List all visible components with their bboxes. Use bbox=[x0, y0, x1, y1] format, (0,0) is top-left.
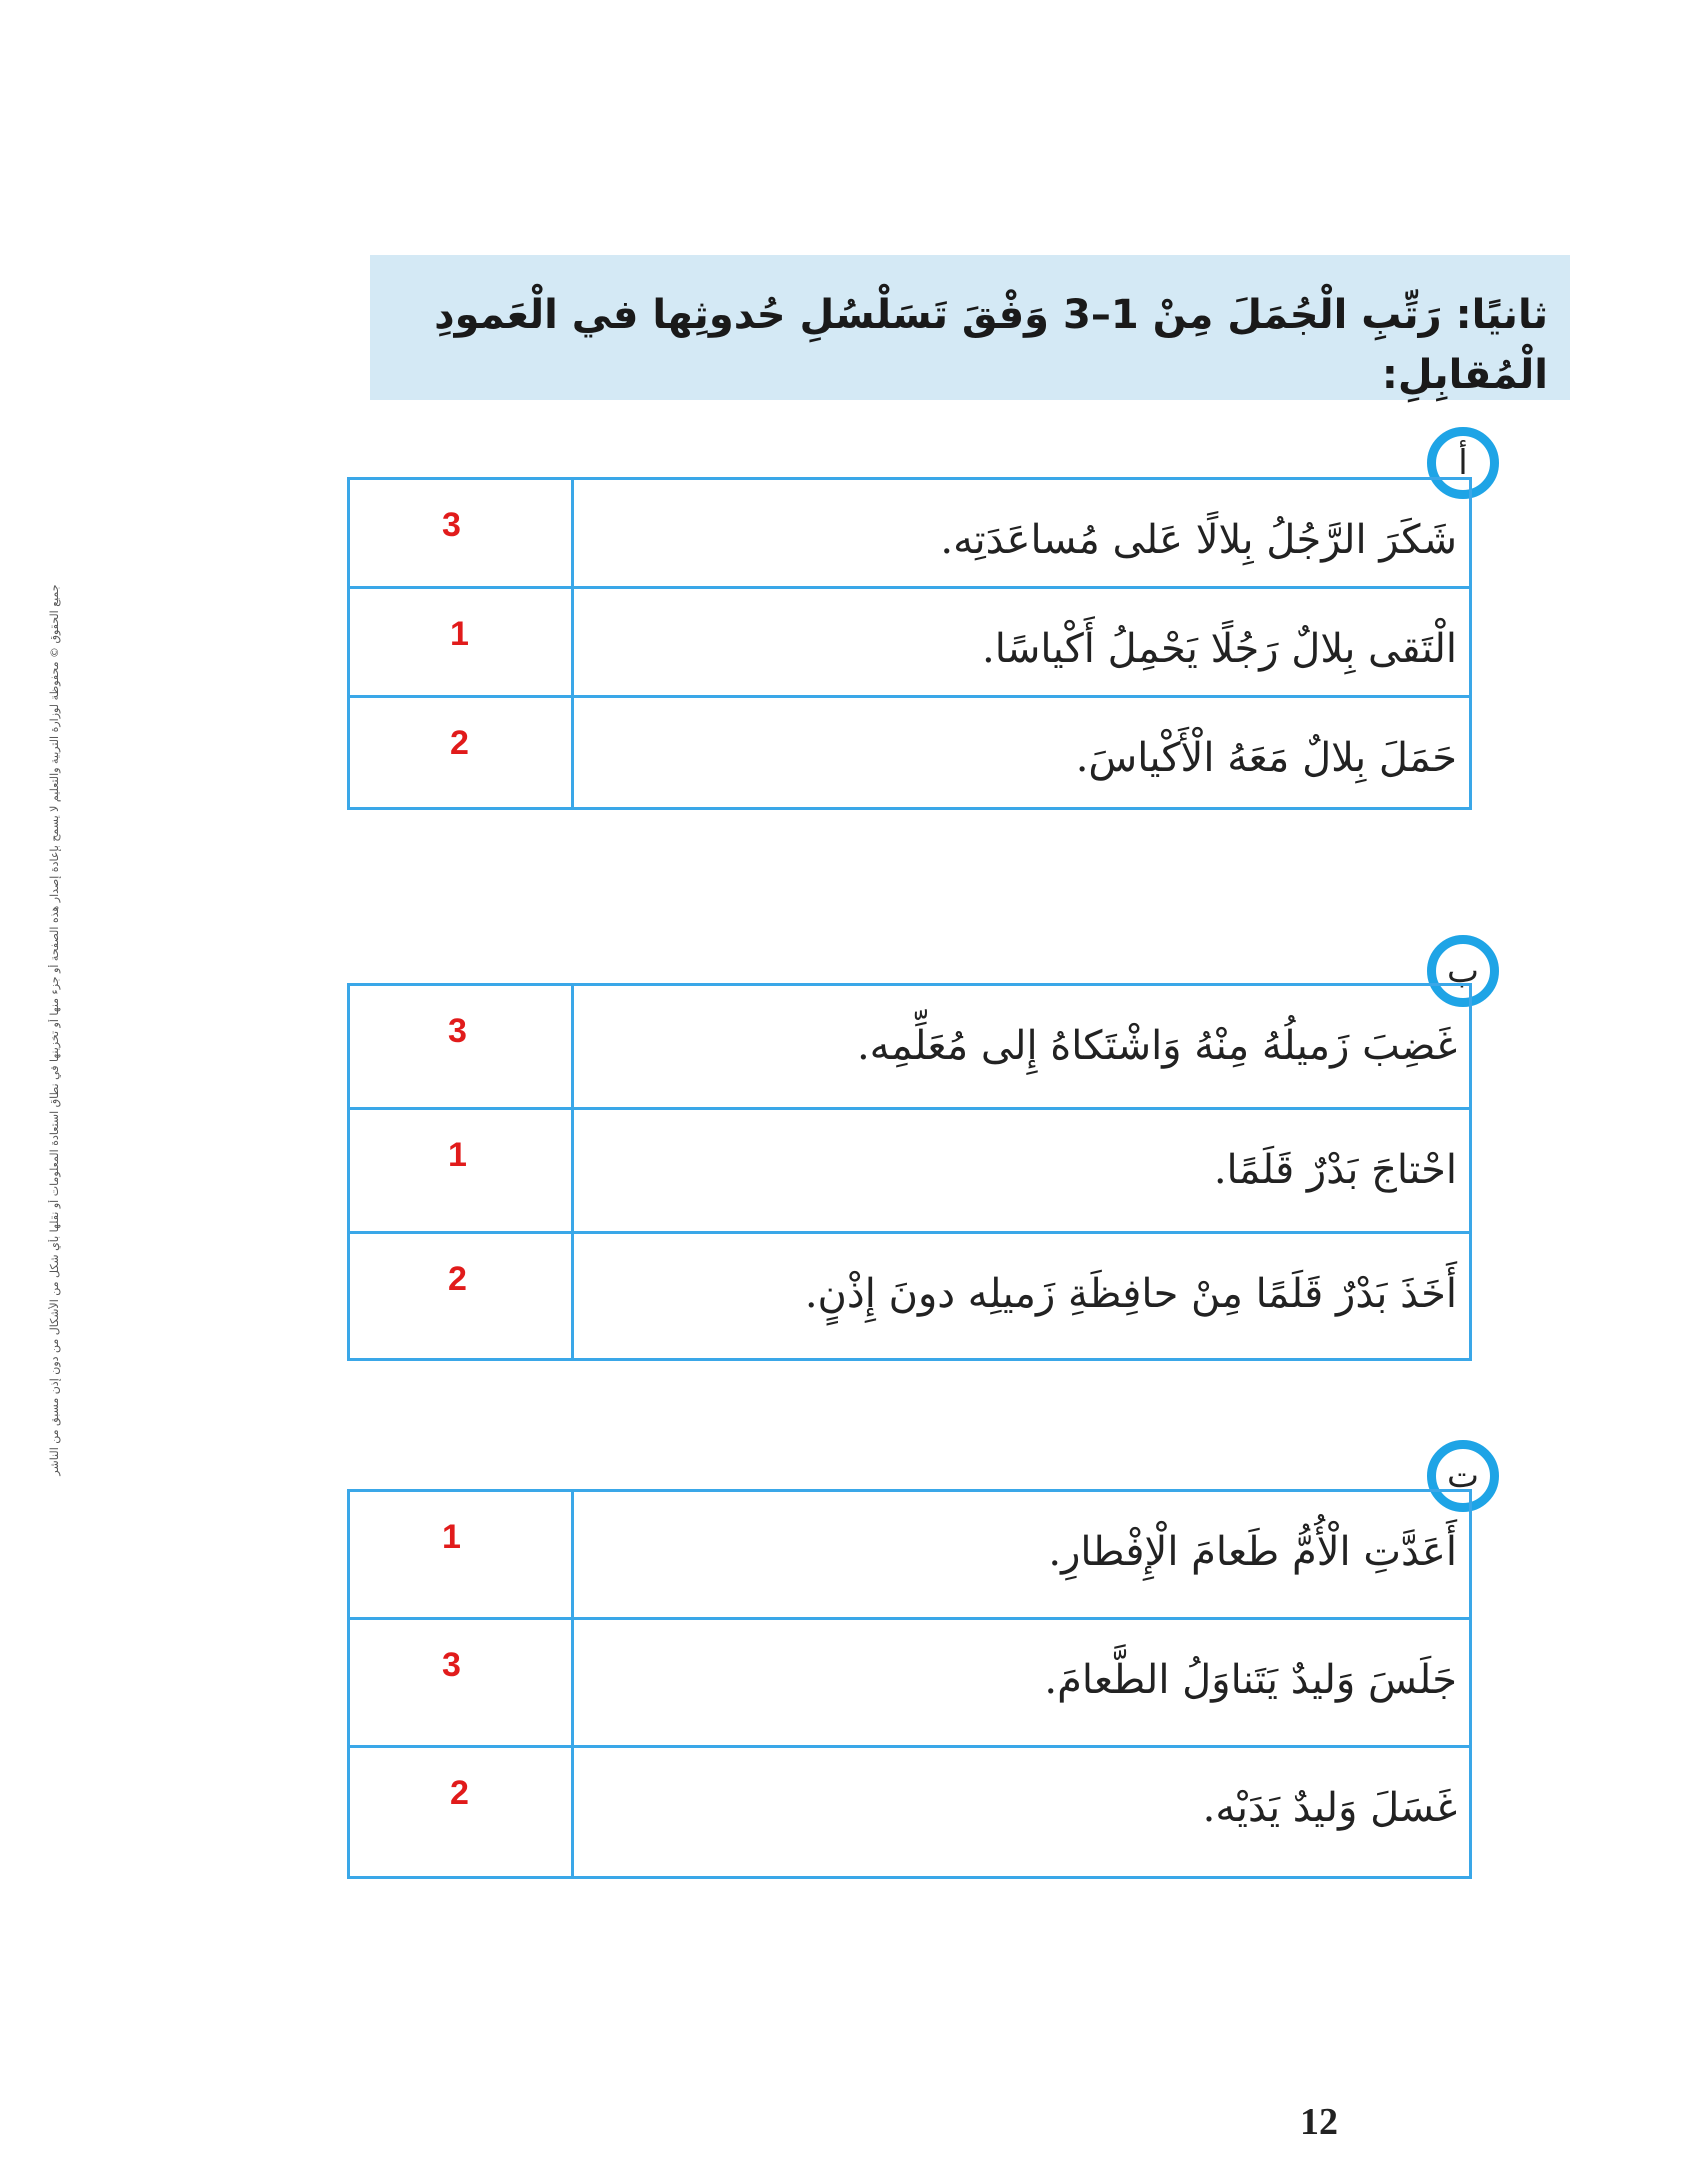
order-number-cell[interactable] bbox=[350, 1110, 574, 1231]
table-row bbox=[350, 480, 1469, 589]
sentence-cell: غَسَلَ وَليدٌ يَدَيْه. bbox=[1202, 1785, 1457, 1831]
instruction-banner bbox=[370, 255, 1570, 400]
order-number-cell[interactable] bbox=[350, 1492, 574, 1617]
order-number: 2 bbox=[450, 724, 469, 762]
order-number-cell[interactable] bbox=[350, 698, 574, 807]
table-row bbox=[350, 1492, 1469, 1620]
order-number: 1 bbox=[442, 1518, 461, 1556]
order-number: 3 bbox=[442, 1646, 461, 1684]
sentence-cell: حَمَلَ بِلالٌ مَعَهُ الْأَكْياسَ. bbox=[1075, 735, 1457, 781]
page-number: 12 bbox=[1300, 2101, 1338, 2143]
table-row bbox=[350, 1620, 1469, 1748]
order-number: 3 bbox=[442, 506, 461, 544]
order-table bbox=[347, 983, 1472, 1361]
sentence-cell: الْتَقى بِلالٌ رَجُلًا يَحْمِلُ أَكْياسًا. bbox=[982, 626, 1457, 672]
sentence-cell: احْتاجَ بَدْرٌ قَلَمًا. bbox=[1213, 1147, 1457, 1193]
instruction-text: ثانيًا: رَتِّبِ الْجُمَلَ مِنْ 1–3 وَفْقَ تَسَلْسُلِ حُدوثِها في الْعَمودِ الْمُقابِلِ: bbox=[434, 292, 1548, 398]
sentence-cell: أَعَدَّتِ الْأُمُّ طَعامَ الْإِفْطارِ. bbox=[1048, 1529, 1457, 1575]
table-row bbox=[350, 1110, 1469, 1234]
order-number-cell[interactable] bbox=[350, 1620, 574, 1745]
group-letter-badge: أ bbox=[1427, 427, 1499, 499]
order-number: 2 bbox=[450, 1774, 469, 1812]
order-number-cell[interactable] bbox=[350, 480, 574, 586]
order-number-cell[interactable] bbox=[350, 589, 574, 695]
sentence-cell: غَضِبَ زَميلُهُ مِنْهُ وَاشْتَكاهُ إِلى مُعَلِّمِه. bbox=[856, 1023, 1457, 1069]
table-row bbox=[350, 698, 1469, 807]
order-number: 3 bbox=[448, 1012, 467, 1050]
order-number: 2 bbox=[448, 1260, 467, 1298]
order-number-cell[interactable] bbox=[350, 1748, 574, 1876]
sentence-cell: جَلَسَ وَليدٌ يَتَناوَلُ الطَّعامَ. bbox=[1044, 1657, 1457, 1703]
table-row bbox=[350, 1748, 1469, 1876]
group-letter-badge: ت bbox=[1427, 1440, 1499, 1512]
sentence-cell: أَخَذَ بَدْرٌ قَلَمًا مِنْ حافِظَةِ زَميلِه دونَ إِذْنٍ. bbox=[804, 1271, 1457, 1317]
order-table bbox=[347, 1489, 1472, 1879]
table-row bbox=[350, 589, 1469, 698]
table-row bbox=[350, 1234, 1469, 1358]
table-row bbox=[350, 986, 1469, 1110]
order-number: 1 bbox=[450, 615, 469, 653]
sentence-cell: شَكَرَ الرَّجُلُ بِلالًا عَلى مُساعَدَتِه. bbox=[940, 517, 1457, 563]
order-number-cell[interactable] bbox=[350, 1234, 574, 1358]
copyright-side-note: جميع الحقوق © محفوظة لوزارة التربية والتعليم لا يسمح بإعادة إصدار هذه الصفحة أو جزء منها أو تخزينها في نطاق استعادة المعلومات أو نقلها بأي شكل من الأشكال من دون إذن مسبق من الناشر bbox=[48, 584, 61, 1476]
group-letter-badge: ب bbox=[1427, 935, 1499, 1007]
order-table bbox=[347, 477, 1472, 810]
order-number: 1 bbox=[448, 1136, 467, 1174]
order-number-cell[interactable] bbox=[350, 986, 574, 1107]
